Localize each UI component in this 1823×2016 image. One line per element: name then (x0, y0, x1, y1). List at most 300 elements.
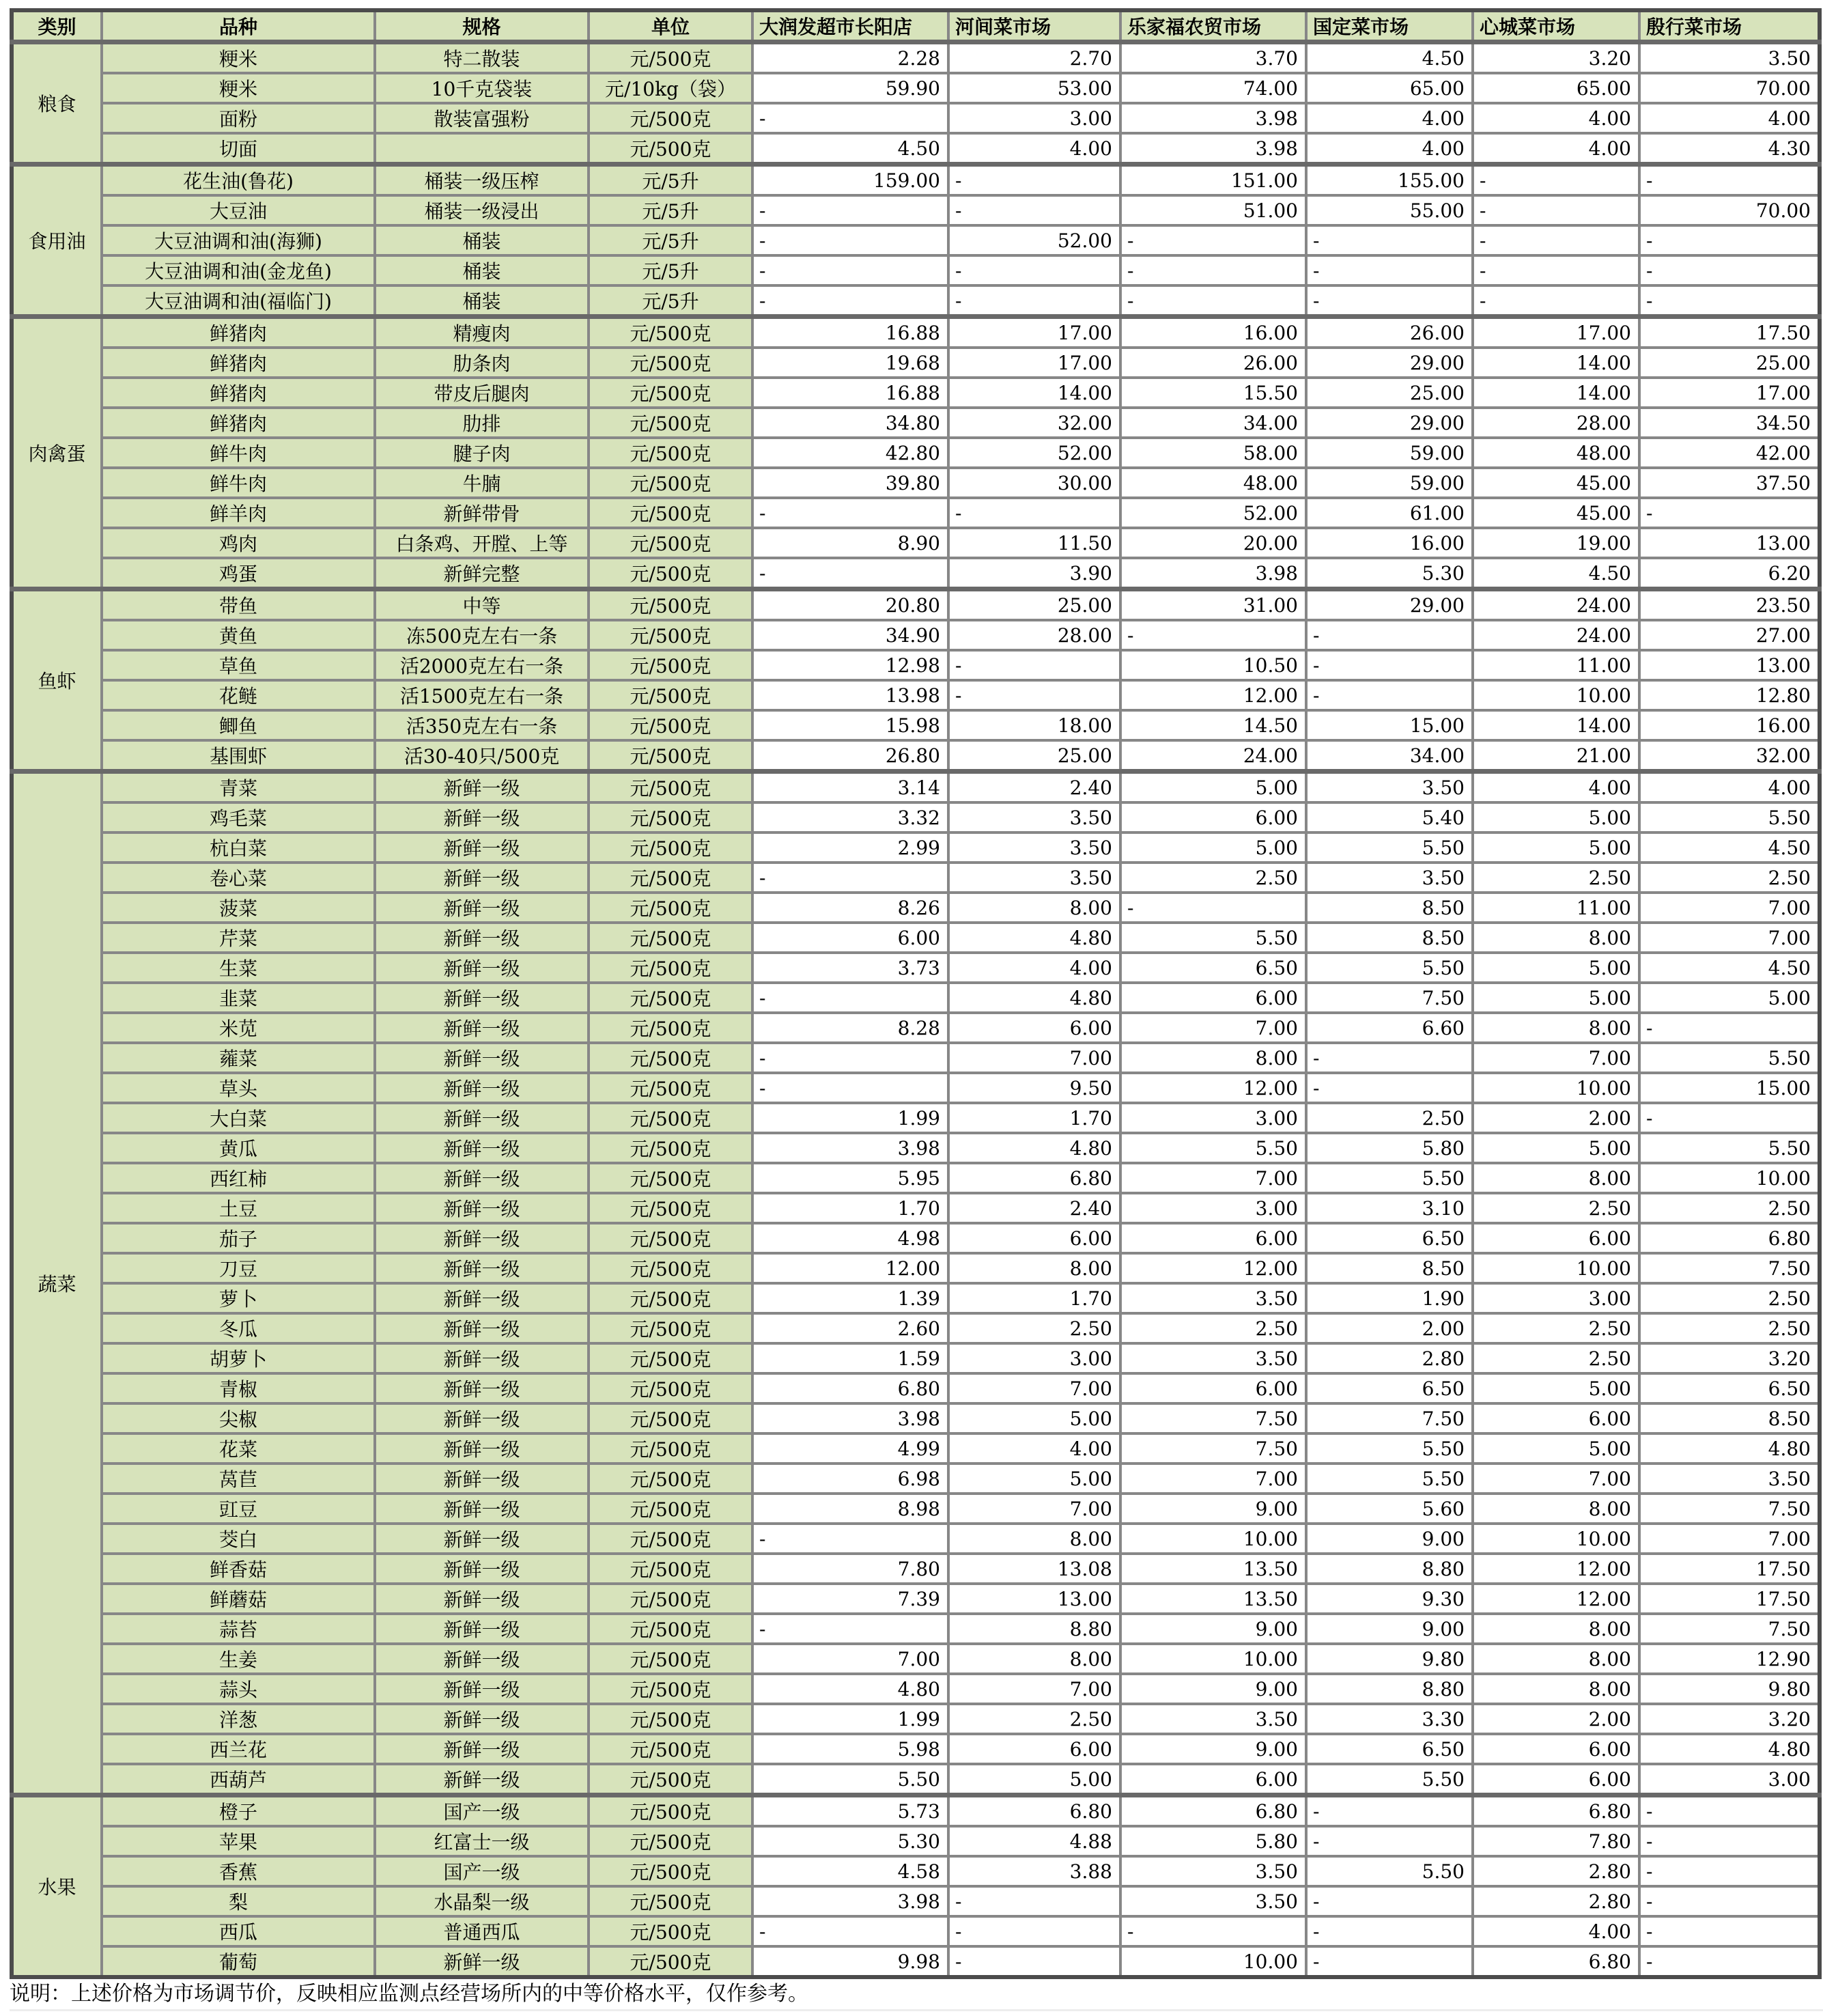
table-row (12, 558, 1820, 589)
price-cell: 7.00 (1473, 1043, 1639, 1073)
price-cell: 7.00 (1639, 1524, 1820, 1554)
price-cell: 59.00 (1306, 468, 1473, 498)
price-cell: 5.80 (1306, 1133, 1473, 1163)
spec-cell: 红富士一级 (375, 1826, 589, 1856)
unit-cell: 元/500克 (589, 1403, 752, 1433)
table-row (12, 498, 1820, 528)
variety-cell: 豇豆 (102, 1494, 375, 1524)
unit-cell: 元/500克 (589, 1614, 752, 1644)
price-cell: 55.00 (1306, 195, 1473, 225)
unit-cell: 元/500克 (589, 953, 752, 983)
price-cell: 11.00 (1473, 893, 1639, 923)
price-cell: 4.80 (752, 1674, 948, 1704)
price-cell: 52.00 (948, 438, 1120, 468)
price-cell: - (1120, 1916, 1306, 1946)
spec-cell: 新鲜一级 (375, 863, 589, 893)
price-cell: - (948, 165, 1120, 196)
price-cell: 4.98 (752, 1223, 948, 1253)
table-row (12, 317, 1820, 348)
price-cell: 26.00 (1306, 317, 1473, 348)
price-cell: - (1473, 195, 1639, 225)
spec-cell: 新鲜一级 (375, 1494, 589, 1524)
price-cell: - (752, 498, 948, 528)
unit-cell: 元/5升 (589, 255, 752, 285)
price-cell: 12.00 (752, 1253, 948, 1283)
category-cell: 食用油 (12, 165, 102, 317)
price-cell: - (1306, 1886, 1473, 1916)
spec-cell: 新鲜一级 (375, 1704, 589, 1734)
unit-cell: 元/500克 (589, 1433, 752, 1464)
spec-cell: 国产一级 (375, 1856, 589, 1886)
spec-cell: 散装富强粉 (375, 103, 589, 133)
price-cell: 7.00 (752, 1644, 948, 1674)
variety-cell: 鲜猪肉 (102, 348, 375, 378)
price-cell: 74.00 (1120, 73, 1306, 103)
price-cell: 8.00 (1473, 923, 1639, 953)
variety-cell: 青菜 (102, 772, 375, 803)
unit-cell: 元/500克 (589, 348, 752, 378)
price-cell: 8.00 (1120, 1043, 1306, 1073)
table-row (12, 1283, 1820, 1313)
spec-cell: 特二散装 (375, 42, 589, 74)
price-cell: - (948, 1886, 1120, 1916)
price-cell: 12.98 (752, 650, 948, 680)
variety-cell: 鲜香菇 (102, 1554, 375, 1584)
variety-cell: 草鱼 (102, 650, 375, 680)
table-row (12, 1644, 1820, 1674)
price-cell: 5.50 (752, 1764, 948, 1795)
unit-cell: 元/500克 (589, 42, 752, 74)
table-row (12, 408, 1820, 438)
price-cell: 17.50 (1639, 1584, 1820, 1614)
price-cell: 5.00 (948, 1464, 1120, 1494)
price-cell: 6.00 (948, 1223, 1120, 1253)
spec-cell: 新鲜一级 (375, 893, 589, 923)
price-cell: 7.00 (948, 1674, 1120, 1704)
price-cell: 24.00 (1473, 620, 1639, 650)
spec-cell: 新鲜一级 (375, 1103, 589, 1133)
unit-cell: 元/500克 (589, 498, 752, 528)
table-row (12, 1554, 1820, 1584)
price-cell: 4.30 (1639, 133, 1820, 165)
price-cell: 5.50 (1120, 923, 1306, 953)
header-row (12, 10, 1820, 42)
price-cell: 3.98 (752, 1403, 948, 1433)
price-cell: 7.50 (1639, 1614, 1820, 1644)
price-cell: 3.50 (948, 832, 1120, 863)
variety-cell: 韭菜 (102, 983, 375, 1013)
unit-cell: 元/5升 (589, 165, 752, 196)
price-cell: 13.50 (1120, 1584, 1306, 1614)
price-cell: 9.30 (1306, 1584, 1473, 1614)
table-row (12, 1253, 1820, 1283)
variety-cell: 基围虾 (102, 740, 375, 772)
price-cell: 5.00 (1473, 983, 1639, 1013)
table-row (12, 680, 1820, 710)
price-cell: 9.80 (1639, 1674, 1820, 1704)
price-cell: 3.50 (1639, 42, 1820, 74)
column-header-market-0: 大润发超市长阳店 (752, 10, 948, 42)
price-cell: 7.39 (752, 1584, 948, 1614)
price-cell: 7.50 (1639, 1253, 1820, 1283)
unit-cell: 元/500克 (589, 558, 752, 589)
price-cell: 5.00 (1120, 832, 1306, 863)
price-cell: 6.80 (1639, 1223, 1820, 1253)
unit-cell: 元/500克 (589, 1704, 752, 1734)
price-cell: 9.80 (1306, 1644, 1473, 1674)
spec-cell: 带皮后腿肉 (375, 378, 589, 408)
column-header-market-5: 殷行菜市场 (1639, 10, 1820, 42)
price-cell: 3.00 (1120, 1193, 1306, 1223)
price-cell: 17.00 (1639, 378, 1820, 408)
unit-cell: 元/500克 (589, 317, 752, 348)
price-cell: 3.88 (948, 1856, 1120, 1886)
price-cell: 5.50 (1639, 1043, 1820, 1073)
price-cell: 9.00 (1306, 1614, 1473, 1644)
price-cell: 8.00 (948, 893, 1120, 923)
price-cell: 42.00 (1639, 438, 1820, 468)
unit-cell: 元/500克 (589, 1826, 752, 1856)
table-row (12, 620, 1820, 650)
price-cell: 3.20 (1639, 1343, 1820, 1373)
price-cell: 2.80 (1473, 1886, 1639, 1916)
unit-cell: 元/500克 (589, 1795, 752, 1827)
price-cell: 5.40 (1306, 802, 1473, 832)
variety-cell: 花鲢 (102, 680, 375, 710)
spec-cell: 新鲜一级 (375, 1283, 589, 1313)
price-cell: 37.50 (1639, 468, 1820, 498)
price-cell: 5.80 (1120, 1826, 1306, 1856)
table-row (12, 73, 1820, 103)
price-cell: 4.00 (1473, 1916, 1639, 1946)
price-cell: 29.00 (1306, 408, 1473, 438)
unit-cell: 元/500克 (589, 1043, 752, 1073)
table-row (12, 1073, 1820, 1103)
price-cell: 5.00 (948, 1403, 1120, 1433)
table-row (12, 1886, 1820, 1916)
price-cell: 13.00 (948, 1584, 1120, 1614)
table-row (12, 528, 1820, 558)
variety-cell: 橙子 (102, 1795, 375, 1827)
price-cell: 48.00 (1120, 468, 1306, 498)
price-cell: 3.10 (1306, 1193, 1473, 1223)
price-cell: 25.00 (948, 740, 1120, 772)
unit-cell: 元/500克 (589, 680, 752, 710)
price-cell: 34.50 (1639, 408, 1820, 438)
price-cell: - (752, 983, 948, 1013)
spec-cell: 新鲜一级 (375, 1073, 589, 1103)
price-cell: - (948, 255, 1120, 285)
price-cell: 2.70 (948, 42, 1120, 74)
price-cell: 29.00 (1306, 348, 1473, 378)
unit-cell: 元/500克 (589, 1916, 752, 1946)
price-cell: 9.00 (1120, 1614, 1306, 1644)
spec-cell: 新鲜一级 (375, 1133, 589, 1163)
column-header-variety: 品种 (102, 10, 375, 42)
unit-cell: 元/500克 (589, 740, 752, 772)
price-cell: 12.00 (1120, 680, 1306, 710)
unit-cell: 元/500克 (589, 1524, 752, 1554)
spec-cell: 新鲜一级 (375, 1373, 589, 1403)
price-cell: - (1639, 1916, 1820, 1946)
variety-cell: 葡萄 (102, 1946, 375, 1977)
spec-cell: 腱子肉 (375, 438, 589, 468)
price-cell: 6.60 (1306, 1013, 1473, 1043)
price-cell: 9.00 (1306, 1524, 1473, 1554)
table-row (12, 1764, 1820, 1795)
price-cell: 14.00 (1473, 378, 1639, 408)
price-cell: 2.50 (1639, 1283, 1820, 1313)
price-cell: 7.00 (1639, 893, 1820, 923)
price-cell: 2.40 (948, 772, 1120, 803)
price-cell: 8.00 (948, 1644, 1120, 1674)
price-cell: 6.00 (1473, 1223, 1639, 1253)
price-cell: - (752, 285, 948, 317)
price-cell: 45.00 (1473, 498, 1639, 528)
price-cell: 6.80 (948, 1795, 1120, 1827)
variety-cell: 鲜牛肉 (102, 468, 375, 498)
price-cell: 15.50 (1120, 378, 1306, 408)
price-cell: 16.88 (752, 378, 948, 408)
variety-cell: 萝卜 (102, 1283, 375, 1313)
price-cell: - (1120, 893, 1306, 923)
variety-cell: 鲜牛肉 (102, 438, 375, 468)
price-cell: 3.00 (1120, 1103, 1306, 1133)
unit-cell: 元/500克 (589, 1886, 752, 1916)
variety-cell: 青椒 (102, 1373, 375, 1403)
price-cell: 26.00 (1120, 348, 1306, 378)
variety-cell: 大豆油 (102, 195, 375, 225)
price-cell: 12.90 (1639, 1644, 1820, 1674)
price-cell: - (1639, 285, 1820, 317)
price-cell: 5.00 (1120, 772, 1306, 803)
table-row (12, 589, 1820, 621)
price-cell: 24.00 (1120, 740, 1306, 772)
table-row (12, 1946, 1820, 1977)
unit-cell: 元/500克 (589, 802, 752, 832)
price-cell: 5.50 (1306, 832, 1473, 863)
variety-cell: 面粉 (102, 103, 375, 133)
price-cell: - (752, 1916, 948, 1946)
table-row (12, 772, 1820, 803)
price-cell: - (1306, 1073, 1473, 1103)
price-cell: - (1306, 650, 1473, 680)
price-cell: 3.00 (1473, 1283, 1639, 1313)
price-cell: 5.95 (752, 1163, 948, 1193)
price-cell: 4.00 (948, 953, 1120, 983)
spec-cell: 新鲜一级 (375, 802, 589, 832)
price-cell: 3.90 (948, 558, 1120, 589)
variety-cell: 尖椒 (102, 1403, 375, 1433)
variety-cell: 花生油(鲁花) (102, 165, 375, 196)
price-cell: 5.00 (948, 1764, 1120, 1795)
price-cell: 9.00 (1120, 1674, 1306, 1704)
price-cell: 7.50 (1306, 983, 1473, 1013)
price-cell: 3.98 (1120, 103, 1306, 133)
table-row (12, 1163, 1820, 1193)
price-cell: 6.50 (1120, 953, 1306, 983)
price-cell: 2.50 (1473, 863, 1639, 893)
variety-cell: 大豆油调和油(海狮) (102, 225, 375, 255)
variety-cell: 米苋 (102, 1013, 375, 1043)
unit-cell: 元/500克 (589, 1734, 752, 1764)
price-cell: 5.00 (1473, 953, 1639, 983)
price-cell: 2.80 (1306, 1343, 1473, 1373)
price-cell: 10.00 (1473, 680, 1639, 710)
price-cell: 4.80 (1639, 1734, 1820, 1764)
price-cell: 39.80 (752, 468, 948, 498)
price-cell: - (1639, 165, 1820, 196)
unit-cell: 元/500克 (589, 378, 752, 408)
spec-cell: 新鲜带骨 (375, 498, 589, 528)
price-cell: 7.80 (752, 1554, 948, 1584)
unit-cell: 元/500克 (589, 650, 752, 680)
table-row (12, 802, 1820, 832)
price-cell: - (1120, 620, 1306, 650)
price-cell: 34.90 (752, 620, 948, 650)
price-cell: - (1306, 285, 1473, 317)
price-cell: - (1639, 1013, 1820, 1043)
unit-cell: 元/5升 (589, 285, 752, 317)
unit-cell: 元/500克 (589, 893, 752, 923)
variety-cell: 大豆油调和油(金龙鱼) (102, 255, 375, 285)
price-cell: 4.80 (948, 983, 1120, 1013)
price-cell: 2.99 (752, 832, 948, 863)
unit-cell: 元/500克 (589, 1373, 752, 1403)
price-cell: 5.50 (1306, 1856, 1473, 1886)
unit-cell: 元/500克 (589, 1554, 752, 1584)
table-row (12, 438, 1820, 468)
price-cell: 61.00 (1306, 498, 1473, 528)
price-cell: 151.00 (1120, 165, 1306, 196)
price-cell: 7.50 (1120, 1403, 1306, 1433)
price-cell: 3.50 (1639, 1464, 1820, 1494)
price-cell: 5.00 (1639, 983, 1820, 1013)
spec-cell: 新鲜一级 (375, 1253, 589, 1283)
price-cell: - (1306, 1043, 1473, 1073)
price-cell: 6.00 (948, 1013, 1120, 1043)
spec-cell: 新鲜一级 (375, 1584, 589, 1614)
price-cell: - (1306, 225, 1473, 255)
price-cell: 3.00 (1639, 1764, 1820, 1795)
table-row (12, 133, 1820, 165)
price-cell: 6.00 (1120, 802, 1306, 832)
price-cell: 7.00 (1120, 1013, 1306, 1043)
price-cell: 4.50 (1306, 42, 1473, 74)
category-cell: 鱼虾 (12, 589, 102, 772)
spec-cell: 新鲜一级 (375, 1524, 589, 1554)
unit-cell: 元/500克 (589, 1584, 752, 1614)
price-cell: 3.98 (752, 1886, 948, 1916)
price-cell: 4.80 (1639, 1433, 1820, 1464)
price-cell: 34.00 (1306, 740, 1473, 772)
spec-cell: 肋排 (375, 408, 589, 438)
variety-cell: 鲜猪肉 (102, 408, 375, 438)
unit-cell: 元/500克 (589, 528, 752, 558)
price-cell: 4.50 (752, 133, 948, 165)
price-cell: 8.00 (1473, 1013, 1639, 1043)
price-cell: 6.80 (948, 1163, 1120, 1193)
spec-cell: 新鲜一级 (375, 1193, 589, 1223)
table-row (12, 1103, 1820, 1133)
unit-cell: 元/500克 (589, 832, 752, 863)
price-cell: 4.00 (1306, 133, 1473, 165)
variety-cell: 蒜苔 (102, 1614, 375, 1644)
price-cell: 4.00 (948, 133, 1120, 165)
unit-cell: 元/500克 (589, 103, 752, 133)
spec-cell: 桶装 (375, 225, 589, 255)
price-cell: 9.00 (1120, 1494, 1306, 1524)
unit-cell: 元/500克 (589, 1946, 752, 1977)
table-row (12, 650, 1820, 680)
price-cell: 2.50 (1639, 1193, 1820, 1223)
unit-cell: 元/500克 (589, 1856, 752, 1886)
spec-cell: 新鲜一级 (375, 1433, 589, 1464)
table-row (12, 1013, 1820, 1043)
price-cell: 17.00 (1473, 317, 1639, 348)
unit-cell: 元/5升 (589, 225, 752, 255)
price-cell: 7.00 (948, 1373, 1120, 1403)
category-cell: 蔬菜 (12, 772, 102, 1795)
price-cell: 4.00 (948, 1433, 1120, 1464)
price-cell: 6.00 (1473, 1764, 1639, 1795)
price-cell: 10.00 (1639, 1163, 1820, 1193)
spec-cell: 新鲜一级 (375, 1946, 589, 1977)
table-row (12, 1223, 1820, 1253)
price-cell: 12.00 (1473, 1584, 1639, 1614)
price-cell: - (1639, 1795, 1820, 1827)
spec-cell: 桶装一级浸出 (375, 195, 589, 225)
price-cell: 8.28 (752, 1013, 948, 1043)
price-cell: 3.00 (948, 1343, 1120, 1373)
price-cell: 6.50 (1639, 1373, 1820, 1403)
price-cell: - (752, 1614, 948, 1644)
price-cell: 5.60 (1306, 1494, 1473, 1524)
variety-cell: 西红柿 (102, 1163, 375, 1193)
column-header-market-2: 乐家福农贸市场 (1120, 10, 1306, 42)
price-cell: 13.00 (1639, 650, 1820, 680)
price-cell: 59.00 (1306, 438, 1473, 468)
variety-cell: 梨 (102, 1886, 375, 1916)
price-cell: 17.50 (1639, 1554, 1820, 1584)
spec-cell: 桶装一级压榨 (375, 165, 589, 196)
variety-cell: 大白菜 (102, 1103, 375, 1133)
price-cell: 6.00 (1120, 1373, 1306, 1403)
variety-cell: 卷心菜 (102, 863, 375, 893)
price-cell: 2.50 (1639, 1313, 1820, 1343)
price-cell: 8.00 (1473, 1614, 1639, 1644)
unit-cell: 元/500克 (589, 1073, 752, 1103)
variety-cell: 鸡肉 (102, 528, 375, 558)
price-table (10, 8, 1822, 1979)
price-cell: - (1639, 1856, 1820, 1886)
column-header-market-4: 心城菜市场 (1473, 10, 1639, 42)
price-cell: 15.00 (1639, 1073, 1820, 1103)
spec-cell: 活2000克左右一条 (375, 650, 589, 680)
price-cell: 3.20 (1639, 1704, 1820, 1734)
table-row (12, 1916, 1820, 1946)
price-cell: 2.50 (1639, 863, 1820, 893)
unit-cell: 元/500克 (589, 1133, 752, 1163)
price-cell: 5.50 (1306, 953, 1473, 983)
spec-cell: 10千克袋装 (375, 73, 589, 103)
price-cell: 8.50 (1306, 1253, 1473, 1283)
spec-cell: 牛腩 (375, 468, 589, 498)
price-cell: 6.20 (1639, 558, 1820, 589)
price-cell: 45.00 (1473, 468, 1639, 498)
price-cell: 17.00 (948, 348, 1120, 378)
price-cell: 16.00 (1639, 710, 1820, 740)
